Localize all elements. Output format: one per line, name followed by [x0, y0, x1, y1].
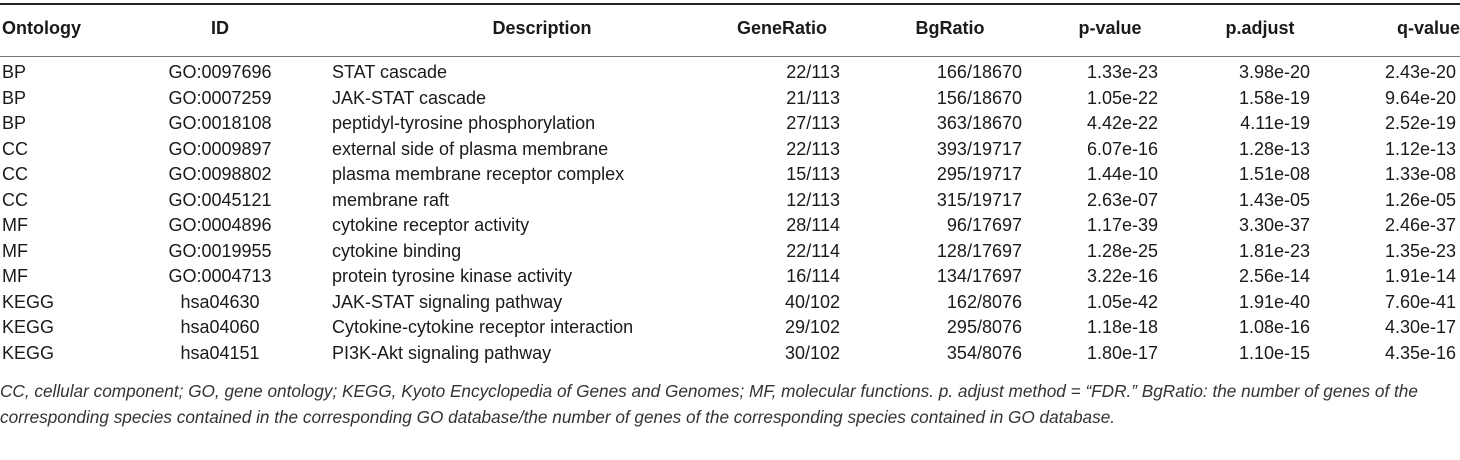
- table-row: [0, 188, 1460, 214]
- cell-p-value: 1.44e-10: [1086, 164, 1158, 184]
- table-row: [0, 111, 1460, 137]
- cell-p-adjust: 1.43e-05: [1238, 189, 1310, 210]
- cell-id: GO:0097696: [168, 62, 272, 82]
- cell-bg-ratio: 393/19717: [936, 138, 1022, 159]
- table-footnote: [0, 378, 1456, 430]
- cell-ontology: KEGG: [2, 291, 55, 312]
- cell-ontology: CC: [2, 164, 28, 184]
- cell-gene-ratio: 16/114: [786, 266, 840, 286]
- cell-q-value: 2.46e-37: [1384, 215, 1456, 235]
- cell-description: STAT cascade: [332, 62, 448, 82]
- footnote-line-2: corresponding species contained in the corresponding GO database/the number of genes of the corresponding species contained in GO database.: [0, 407, 1116, 427]
- cell-id: GO:0045121: [168, 189, 272, 210]
- cell-ontology: MF: [2, 215, 28, 235]
- cell-description: protein tyrosine kinase activity: [332, 266, 573, 286]
- cell-bg-ratio: 295/8076: [946, 317, 1022, 337]
- table-row: [0, 290, 1460, 316]
- table-row: [0, 315, 1460, 341]
- table-row: [0, 264, 1460, 290]
- cell-description: cytokine binding: [332, 240, 462, 261]
- cell-id: GO:0019955: [168, 240, 272, 261]
- footnote-line-1: CC, cellular component; GO, gene ontology; KEGG, Kyoto Encyclopedia of Genes and Genomes; MF, molecular functions. p. adjust method = “FDR.” BgRatio: the number of genes of the: [0, 381, 1418, 401]
- cell-p-value: 1.05e-22: [1086, 87, 1158, 108]
- cell-q-value: 1.35e-23: [1384, 240, 1456, 261]
- cell-ontology: BP: [2, 113, 27, 133]
- cell-id: GO:0009897: [168, 138, 272, 159]
- cell-gene-ratio: 15/113: [786, 164, 840, 184]
- table-header-row: [0, 12, 1460, 44]
- cell-id: GO:0004896: [168, 215, 272, 235]
- table-row: [0, 137, 1460, 163]
- cell-gene-ratio: 30/102: [784, 342, 840, 363]
- cell-ontology: KEGG: [2, 317, 55, 337]
- cell-bg-ratio: 295/19717: [936, 164, 1022, 184]
- cell-p-adjust: 3.98e-20: [1238, 62, 1310, 82]
- cell-id: GO:0007259: [168, 87, 272, 108]
- cell-bg-ratio: 354/8076: [946, 342, 1022, 363]
- cell-p-adjust: 1.81e-23: [1238, 240, 1310, 261]
- table-row: [0, 239, 1460, 265]
- cell-bg-ratio: 128/17697: [936, 240, 1022, 261]
- cell-p-adjust: 1.58e-19: [1238, 87, 1310, 108]
- cell-bg-ratio: 96/17697: [946, 215, 1022, 235]
- cell-p-value: 6.07e-16: [1086, 138, 1158, 159]
- header-bg-ratio: BgRatio: [915, 18, 985, 38]
- table-row: [0, 86, 1460, 112]
- cell-p-adjust: 1.51e-08: [1238, 164, 1310, 184]
- cell-p-value: 3.22e-16: [1086, 266, 1158, 286]
- cell-ontology: MF: [2, 266, 28, 286]
- cell-description: membrane raft: [332, 189, 450, 210]
- cell-gene-ratio: 40/102: [784, 291, 840, 312]
- cell-bg-ratio: 156/18670: [936, 87, 1022, 108]
- header-id: ID: [211, 18, 229, 38]
- cell-gene-ratio: 22/114: [786, 240, 840, 261]
- cell-ontology: BP: [2, 62, 27, 82]
- cell-id: hsa04060: [180, 317, 260, 337]
- cell-p-adjust: 1.28e-13: [1238, 138, 1310, 159]
- cell-p-value: 4.42e-22: [1086, 113, 1158, 133]
- cell-id: GO:0004713: [168, 266, 272, 286]
- table-top-rule: [0, 3, 1460, 5]
- header-description: Description: [492, 18, 592, 38]
- cell-id: hsa04630: [180, 291, 260, 312]
- cell-p-adjust: 3.30e-37: [1238, 215, 1310, 235]
- cell-p-value: 1.18e-18: [1086, 317, 1158, 337]
- cell-gene-ratio: 22/113: [786, 138, 840, 159]
- cell-bg-ratio: 162/8076: [946, 291, 1022, 312]
- header-ontology: Ontology: [2, 18, 81, 38]
- table-header-rule: [0, 56, 1460, 57]
- cell-q-value: 7.60e-41: [1384, 291, 1456, 312]
- table-row: [0, 162, 1460, 188]
- cell-description: PI3K-Akt signaling pathway: [332, 342, 552, 363]
- cell-id: GO:0018108: [168, 113, 272, 133]
- cell-p-adjust: 1.91e-40: [1238, 291, 1310, 312]
- cell-bg-ratio: 134/17697: [936, 266, 1022, 286]
- cell-gene-ratio: 22/113: [786, 62, 840, 82]
- cell-description: cytokine receptor activity: [332, 215, 530, 235]
- cell-q-value: 2.52e-19: [1384, 113, 1456, 133]
- cell-p-adjust: 1.08e-16: [1238, 317, 1310, 337]
- header-gene-ratio: GeneRatio: [736, 18, 828, 38]
- cell-description: external side of plasma membrane: [332, 138, 609, 159]
- cell-q-value: 1.26e-05: [1384, 189, 1456, 210]
- header-q-value: q-value: [1396, 18, 1460, 38]
- cell-ontology: MF: [2, 240, 28, 261]
- cell-q-value: 1.33e-08: [1384, 164, 1456, 184]
- cell-q-value: 1.91e-14: [1384, 266, 1456, 286]
- cell-q-value: 4.30e-17: [1384, 317, 1456, 337]
- cell-p-value: 1.28e-25: [1086, 240, 1158, 261]
- cell-q-value: 1.12e-13: [1384, 138, 1456, 159]
- table-row: [0, 341, 1460, 367]
- cell-bg-ratio: 166/18670: [936, 62, 1022, 82]
- cell-p-adjust: 4.11e-19: [1240, 113, 1310, 133]
- cell-p-value: 2.63e-07: [1086, 189, 1158, 210]
- cell-ontology: CC: [2, 138, 28, 159]
- cell-gene-ratio: 29/102: [784, 317, 840, 337]
- cell-gene-ratio: 28/114: [786, 215, 840, 235]
- header-p-adjust: p.adjust: [1225, 18, 1295, 38]
- cell-p-value: 1.33e-23: [1086, 62, 1158, 82]
- table-row: [0, 213, 1460, 239]
- cell-id: hsa04151: [180, 342, 260, 363]
- cell-ontology: BP: [2, 87, 27, 108]
- cell-gene-ratio: 12/113: [786, 189, 840, 210]
- cell-p-value: 1.17e-39: [1086, 215, 1158, 235]
- cell-q-value: 9.64e-20: [1384, 87, 1456, 108]
- cell-ontology: KEGG: [2, 342, 55, 363]
- cell-q-value: 4.35e-16: [1384, 342, 1456, 363]
- cell-description: peptidyl-tyrosine phosphorylation: [332, 113, 596, 133]
- cell-p-value: 1.80e-17: [1086, 342, 1158, 363]
- cell-p-adjust: 2.56e-14: [1238, 266, 1310, 286]
- cell-id: GO:0098802: [168, 164, 272, 184]
- cell-gene-ratio: 27/113: [786, 113, 840, 133]
- header-p-value: p-value: [1078, 18, 1142, 38]
- cell-description: Cytokine-cytokine receptor interaction: [332, 317, 634, 337]
- cell-ontology: CC: [2, 189, 28, 210]
- cell-description: JAK-STAT cascade: [332, 87, 487, 108]
- cell-gene-ratio: 21/113: [786, 87, 840, 108]
- cell-p-value: 1.05e-42: [1086, 291, 1158, 312]
- cell-bg-ratio: 363/18670: [936, 113, 1022, 133]
- table-row: [0, 60, 1460, 86]
- cell-p-adjust: 1.10e-15: [1238, 342, 1310, 363]
- cell-bg-ratio: 315/19717: [936, 189, 1022, 210]
- cell-description: plasma membrane receptor complex: [332, 164, 625, 184]
- cell-description: JAK-STAT signaling pathway: [332, 291, 563, 312]
- cell-q-value: 2.43e-20: [1384, 62, 1456, 82]
